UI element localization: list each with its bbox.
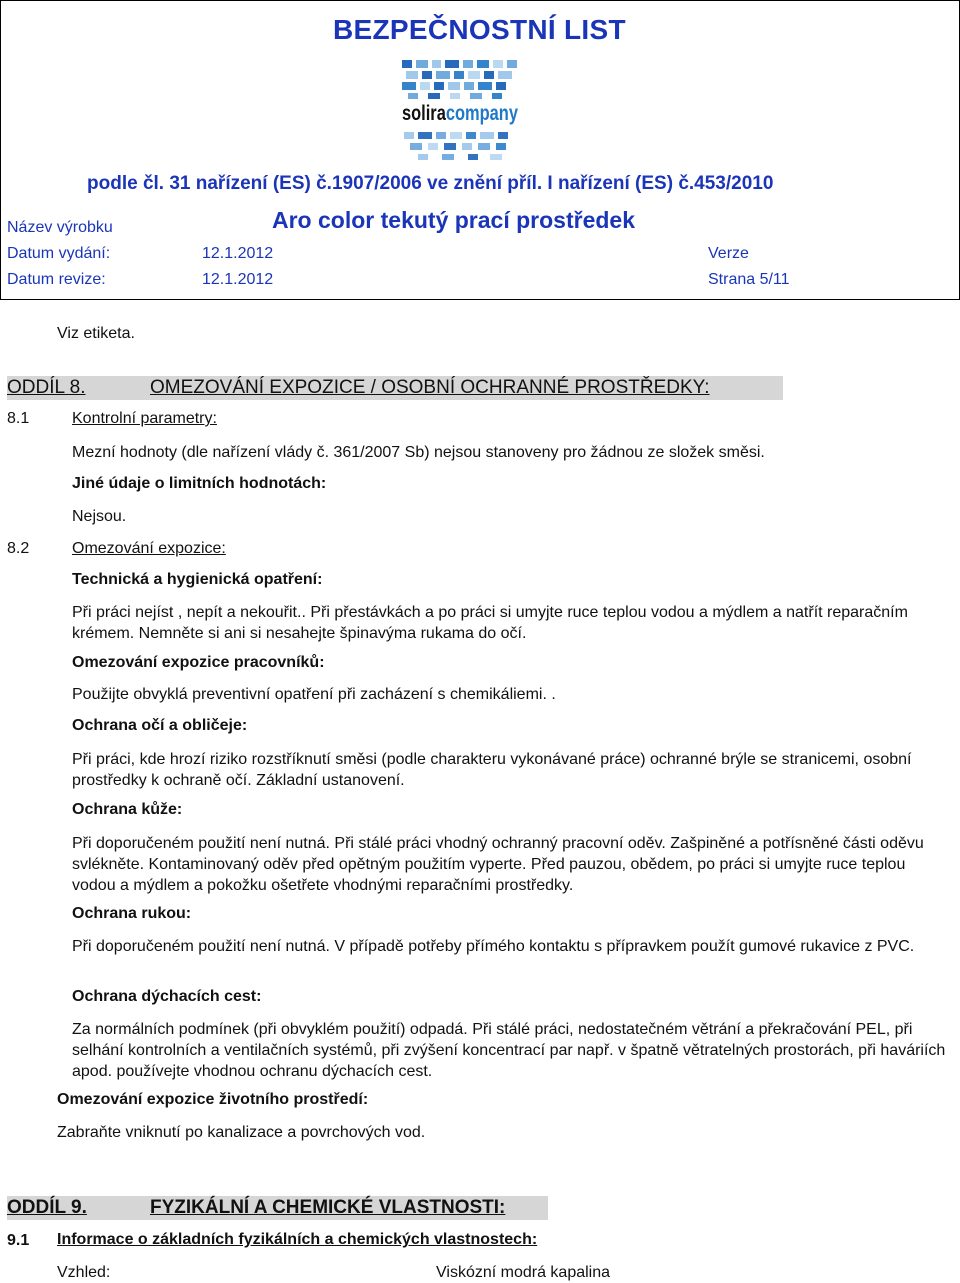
subsection-8-2-title: Omezování expozice: (72, 540, 226, 557)
limits-text: Mezní hodnoty (dle nařízení vlády č. 361/2007 Sb) nejsou stanoveny pro žádnou ze složek směsi. (72, 444, 765, 461)
other-limits-heading: Jiné údaje o limitních hodnotách: (72, 475, 327, 492)
logo-wordmark (402, 102, 539, 125)
eye-protection-text: Při práci, kde hrozí riziko rozstříknutí směsi (podle charakteru vykonávané práce) ochranné brýle se stranicemi, osobní prostředky k ochraně očí. Základní ustanovení. (72, 751, 912, 789)
workers-exposure-heading: Omezování expozice pracovníků: (72, 654, 325, 671)
skin-protection-text: Při doporučeném použití není nutná. Při stálé práci vhodný ochranný pracovní oděv. Zašpiněné a potřísněné části oděvu svlékněte. Kontaminovaný oděv před opětným použitím vyperte. Před pauzou, obědem, po práci si umyjte ruce teplou vodou a mýdlem a pokožku ošetřete vhodnými reparačními prostředky. (72, 835, 924, 894)
subsection-9-1-title: Informace o základních fyzikálních a chemických vlastnostech: (57, 1231, 538, 1248)
environment-exposure-text: Zabraňte vniknutí po kanalizace a povrchových vod. (57, 1124, 426, 1141)
technical-measures-heading: Technická a hygienická opatření: (72, 571, 323, 588)
issue-date-label: Datum vydání: (7, 245, 111, 262)
issue-date: 12.1.2012 (202, 245, 274, 262)
subsection-9-1-number: 9.1 (7, 1232, 30, 1249)
regulation-line: podle čl. 31 nařízení (ES) č.1907/2006 ve znění příl. I nařízení (ES) č.453/2010 (87, 173, 774, 194)
logo-mosaic (402, 60, 517, 99)
section-8-number: ODDÍL 8. (7, 377, 86, 398)
top-note: Viz etiketa. (57, 325, 135, 342)
hand-protection-text: Při doporučeném použití není nutná. V případě potřeby přímého kontaktu s přípravkem použít gumové rukavice z PVC. (72, 938, 915, 955)
version-label: Verze (708, 245, 749, 262)
respiratory-protection-heading: Ochrana dýchacích cest: (72, 988, 262, 1005)
respiratory-protection-text: Za normálních podmínek (při obvyklém použití) odpadá. Při stálé práci, nedostatečném větrání a překračování PEL, při selhání kontrolních a ventilačních systémů, při zvýšení koncentrací par např. v špatně větratelných prostorách, při haváriích apod. používejte vhodnou ochranu dýchacích cest. (72, 1021, 946, 1080)
subsection-8-1-number: 8.1 (7, 410, 30, 427)
section-9-title: FYZIKÁLNÍ A CHEMICKÉ VLASTNOSTI: (150, 1197, 506, 1218)
eye-protection-heading: Ochrana očí a obličeje: (72, 717, 248, 734)
other-limits-text: Nejsou. (72, 508, 127, 525)
revision-date: 12.1.2012 (202, 271, 274, 288)
skin-protection-heading: Ochrana kůže: (72, 801, 183, 818)
page-number: Strana 5/11 (708, 271, 790, 288)
product-name: Aro color tekutý prací prostředek (272, 207, 635, 233)
appearance-label: Vzhled: (57, 1264, 111, 1281)
environment-exposure-heading: Omezování expozice životního prostředí: (57, 1091, 369, 1108)
hand-protection-heading: Ochrana rukou: (72, 905, 192, 922)
appearance-value: Viskózní modrá kapalina (436, 1264, 611, 1281)
document-title: BEZPEČNOSTNÍ LIST (333, 14, 626, 45)
technical-measures-text: Při práci nejíst , nepít a nekouřit.. Při přestávkách a po práci si umyjte ruce teplou vodou a mýdlem a natřít reparačním krémem. Nemněte si ani si nesahejte špinavýma rukama do očí. (72, 604, 908, 642)
product-label: Název výrobku (7, 219, 113, 236)
section-8-title: OMEZOVÁNÍ EXPOZICE / OSOBNÍ OCHRANNÉ PROSTŘEDKY: (150, 377, 710, 398)
company-logo (398, 56, 539, 172)
logo-text-b: company (445, 102, 539, 125)
logo-mosaic-bottom (404, 132, 508, 160)
revision-date-label: Datum revize: (7, 271, 106, 288)
logo-text-a: solira (402, 102, 459, 125)
section-9-number: ODDÍL 9. (7, 1197, 87, 1218)
subsection-8-1-title: Kontrolní parametry: (72, 410, 217, 427)
subsection-8-2-number: 8.2 (7, 540, 30, 557)
workers-exposure-text: Použijte obvyklá preventivní opatření při zacházení s chemikáliemi. . (72, 686, 556, 703)
